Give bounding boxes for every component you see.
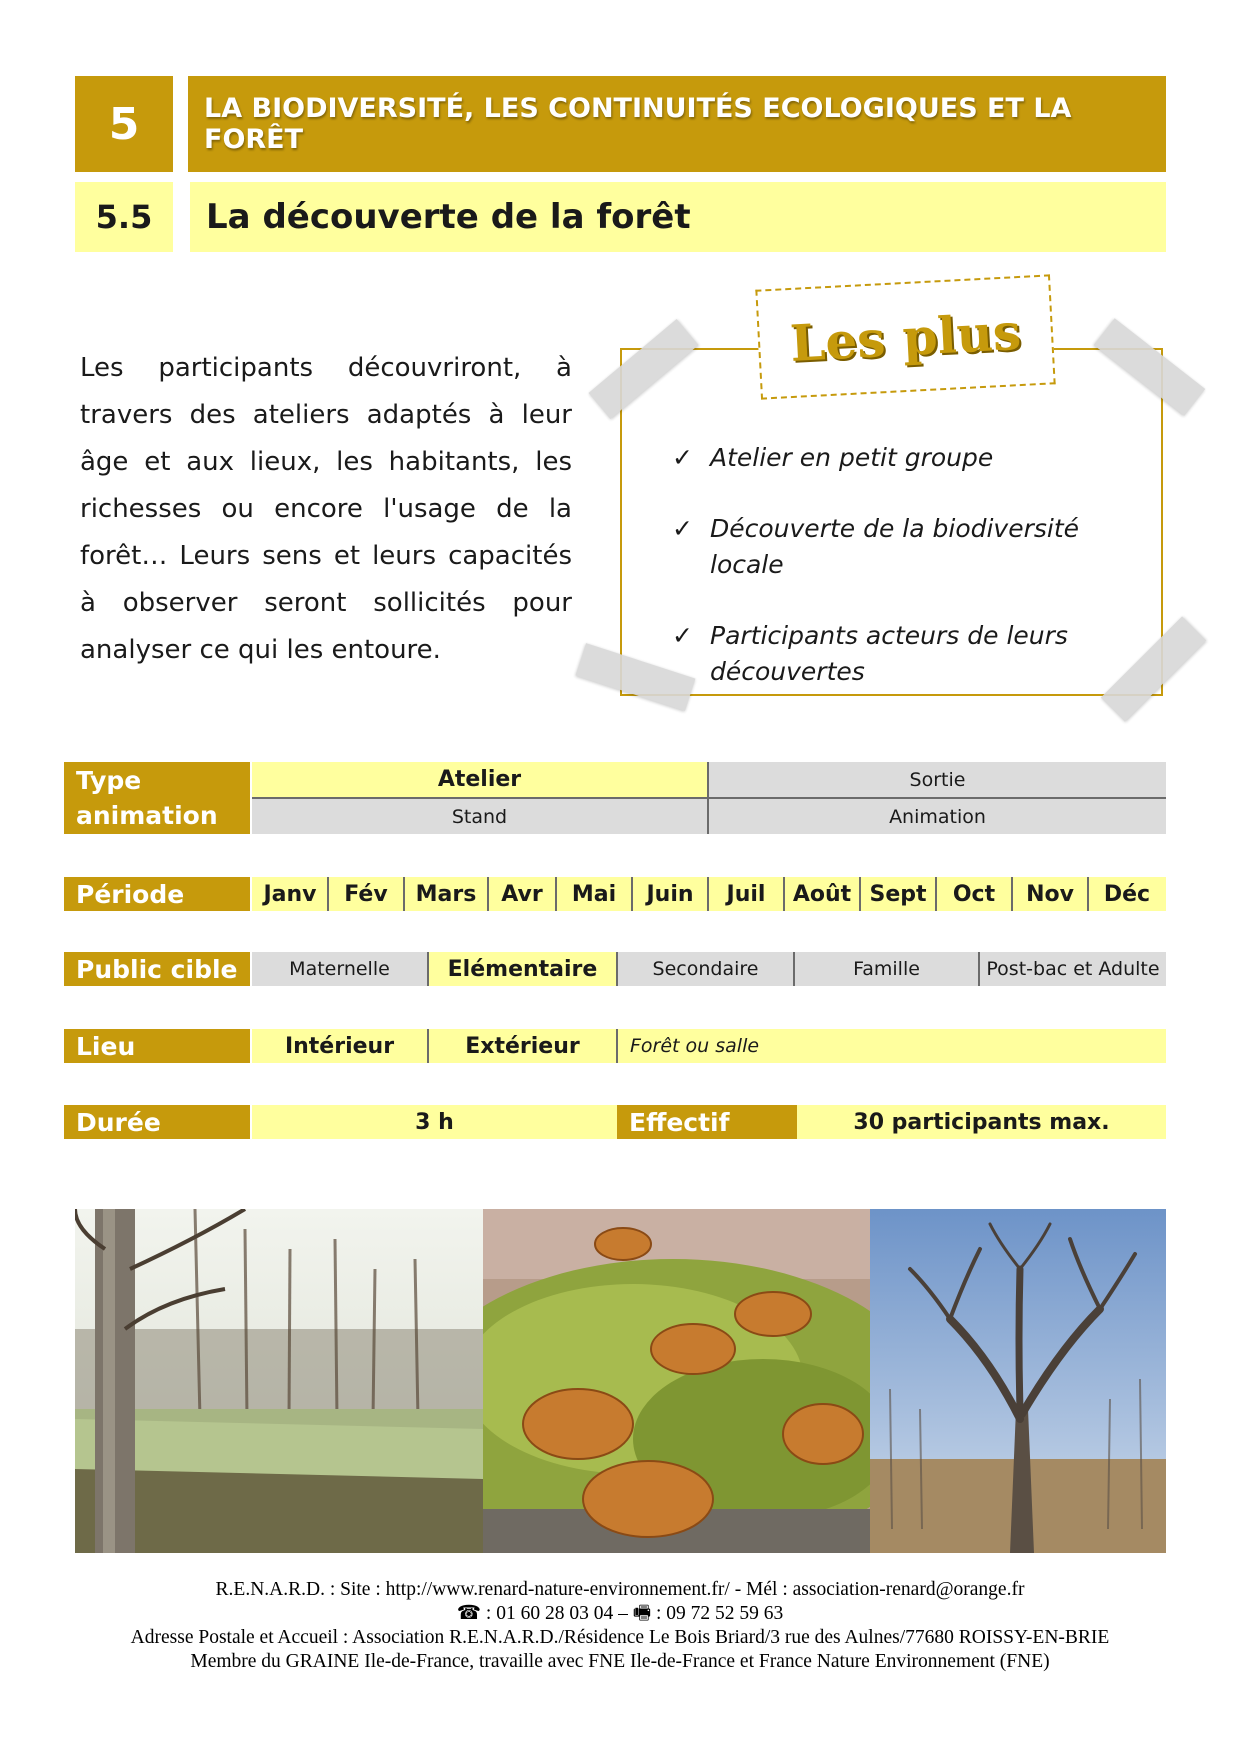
type-option-atelier: Atelier <box>252 762 707 797</box>
type-animation-label: Type animation <box>64 762 250 834</box>
month-avr: Avr <box>501 881 543 907</box>
fax-icon: 🖷 <box>632 1603 652 1624</box>
section-title: La découverte de la forêt <box>190 182 1166 252</box>
les-plus-list <box>672 440 1152 725</box>
bare-oak-tree-photo <box>870 1209 1166 1553</box>
les-plus-tag <box>755 274 1055 399</box>
intro-paragraph: Les participants découvriront, à travers des ateliers adaptés à leur âge et aux lieux, les habitants, les richesses ou encore l'usage de la forêt… Leurs sens et leurs capacités à observer seront sollicités pour analyser ce qui les entoure. <box>80 353 572 665</box>
footer-membership-line: Membre du GRAINE Ile-de-France, travaille avec FNE Ile-de-France et France Nature Environnement (FNE) <box>190 1651 1050 1672</box>
cell-divider <box>487 877 489 911</box>
cell-divider <box>1087 877 1089 911</box>
month-aout: Août <box>792 881 852 907</box>
effectif-value: 30 participants max. <box>797 1105 1166 1139</box>
month-oct: Oct <box>952 881 996 907</box>
cell-divider <box>783 877 785 911</box>
chapter-number: 5 <box>75 76 173 172</box>
forest-pond-photo <box>75 1209 483 1553</box>
check-icon: ✓ <box>672 621 693 650</box>
row-divider <box>252 797 1166 799</box>
lieu-label: Lieu <box>64 1029 250 1063</box>
periode-label: Période <box>64 877 250 911</box>
lieu-note: Forêt ou salle <box>618 1029 1166 1063</box>
month-dec: Déc <box>1103 881 1151 907</box>
public-post-bac-adulte: Post-bac et Adulte <box>980 952 1166 986</box>
list-item: ✓ Découverte de la biodiversité locale <box>672 511 1152 583</box>
cell-divider <box>707 877 709 911</box>
month-mai: Mai <box>571 881 617 907</box>
footer <box>0 1578 1240 1674</box>
section-number: 5.5 <box>75 182 173 252</box>
check-icon: ✓ <box>672 514 693 543</box>
month-sept: Sept <box>869 881 927 907</box>
effectif-label: Effectif <box>617 1105 797 1139</box>
list-item: ✓ Atelier en petit groupe <box>672 440 1152 476</box>
month-fev: Fév <box>344 881 388 907</box>
cell-divider <box>793 952 795 986</box>
lieu-interieur: Intérieur <box>252 1029 427 1063</box>
cell-divider <box>427 952 429 986</box>
footer-phone-line: ☎ : 01 60 28 03 04 – 🖷 : 09 72 52 59 63 <box>456 1603 784 1624</box>
month-nov: Nov <box>1026 881 1074 907</box>
public-secondaire: Secondaire <box>618 952 793 986</box>
duree-value: 3 h <box>252 1105 617 1139</box>
phone-icon: ☎ <box>456 1603 482 1624</box>
month-mars: Mars <box>415 881 477 907</box>
moss-mushroom-photo <box>483 1209 870 1553</box>
cell-divider <box>935 877 937 911</box>
check-icon: ✓ <box>672 443 693 472</box>
cell-divider <box>978 952 980 986</box>
les-plus-title: Les plus <box>788 301 1023 373</box>
cell-divider <box>631 877 633 911</box>
type-option-stand: Stand <box>252 799 707 834</box>
public-elementaire: Elémentaire <box>429 952 616 986</box>
cell-divider <box>427 1029 429 1063</box>
list-item: ✓ Participants acteurs de leurs découvertes <box>672 618 1152 690</box>
cell-divider <box>859 877 861 911</box>
cell-divider <box>1011 877 1013 911</box>
type-option-animation: Animation <box>709 799 1166 834</box>
public-maternelle: Maternelle <box>252 952 427 986</box>
cell-divider <box>327 877 329 911</box>
type-option-sortie: Sortie <box>709 762 1166 797</box>
cell-divider <box>616 952 618 986</box>
cell-divider <box>555 877 557 911</box>
cell-divider <box>403 877 405 911</box>
cell-divider <box>707 762 709 834</box>
month-juin: Juin <box>646 881 694 907</box>
chapter-title: LA BIODIVERSITÉ, LES CONTINUITÉS ECOLOGIQUES ET LA FORÊT <box>188 76 1166 172</box>
public-cible-label: Public cible <box>64 952 250 986</box>
footer-contact-line: R.E.N.A.R.D. : Site : http://www.renard-nature-environnement.fr/ - Mél : association-renard@orange.fr <box>215 1579 1025 1600</box>
footer-address-line: Adresse Postale et Accueil : Association R.E.N.A.R.D./Résidence Le Bois Briard/3 rue des Aulnes/77680 ROISSY-EN-BRIE <box>130 1627 1110 1648</box>
footer-fax: 09 72 52 59 63 <box>666 1603 784 1624</box>
month-janv: Janv <box>263 881 317 907</box>
month-juil: Juil <box>726 881 766 907</box>
footer-phone: 01 60 28 03 04 <box>496 1603 614 1624</box>
duree-label: Durée <box>64 1105 250 1139</box>
lieu-exterieur: Extérieur <box>429 1029 616 1063</box>
public-famille: Famille <box>795 952 978 986</box>
cell-divider <box>616 1029 618 1063</box>
